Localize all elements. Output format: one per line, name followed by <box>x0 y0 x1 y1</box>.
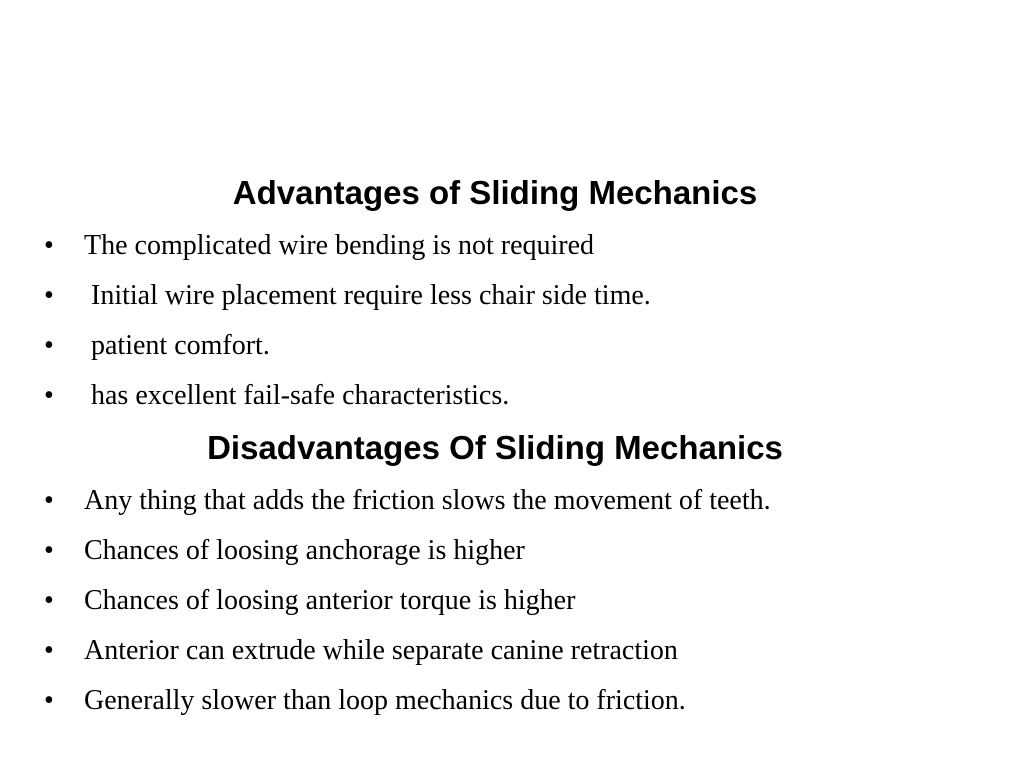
list-item <box>0 321 1000 371</box>
list-item-text: patient comfort. <box>84 330 270 361</box>
list-item-text: Chances of loosing anchorage is higher <box>84 535 525 566</box>
list-item-text: Chances of loosing anterior torque is higher <box>84 585 576 616</box>
list-item-text: Generally slower than loop mechanics due to friction. <box>84 685 686 716</box>
bullet-icon: • <box>44 535 54 566</box>
advantages-list <box>0 221 1000 421</box>
list-item <box>0 271 1000 321</box>
list-item <box>0 626 1000 676</box>
bullet-icon: • <box>44 230 54 261</box>
disadvantages-heading: Disadvantages Of Sliding Mechanics <box>207 429 783 466</box>
advantages-heading: Advantages of Sliding Mechanics <box>232 174 758 211</box>
list-item-text: Initial wire placement require less chair side time. <box>84 280 651 311</box>
list-item <box>0 526 1000 576</box>
list-item <box>0 371 1000 421</box>
list-item-text: has excellent fail-safe characteristics. <box>84 380 510 411</box>
list-item-text: Any thing that adds the friction slows the movement of teeth. <box>84 485 771 516</box>
bullet-icon: • <box>44 635 54 666</box>
list-item <box>0 576 1000 626</box>
list-item <box>0 476 1000 526</box>
bullet-icon: • <box>44 685 54 716</box>
bullet-icon: • <box>44 330 54 361</box>
list-item-text: The complicated wire bending is not required <box>84 230 595 261</box>
list-item <box>0 221 1000 271</box>
bullet-icon: • <box>44 485 54 516</box>
list-item-text: Anterior can extrude while separate canine retraction <box>84 635 678 666</box>
disadvantages-list <box>0 476 1000 726</box>
bullet-icon: • <box>44 585 54 616</box>
bullet-icon: • <box>44 380 54 411</box>
list-item <box>0 676 1000 726</box>
bullet-icon: • <box>44 280 54 311</box>
